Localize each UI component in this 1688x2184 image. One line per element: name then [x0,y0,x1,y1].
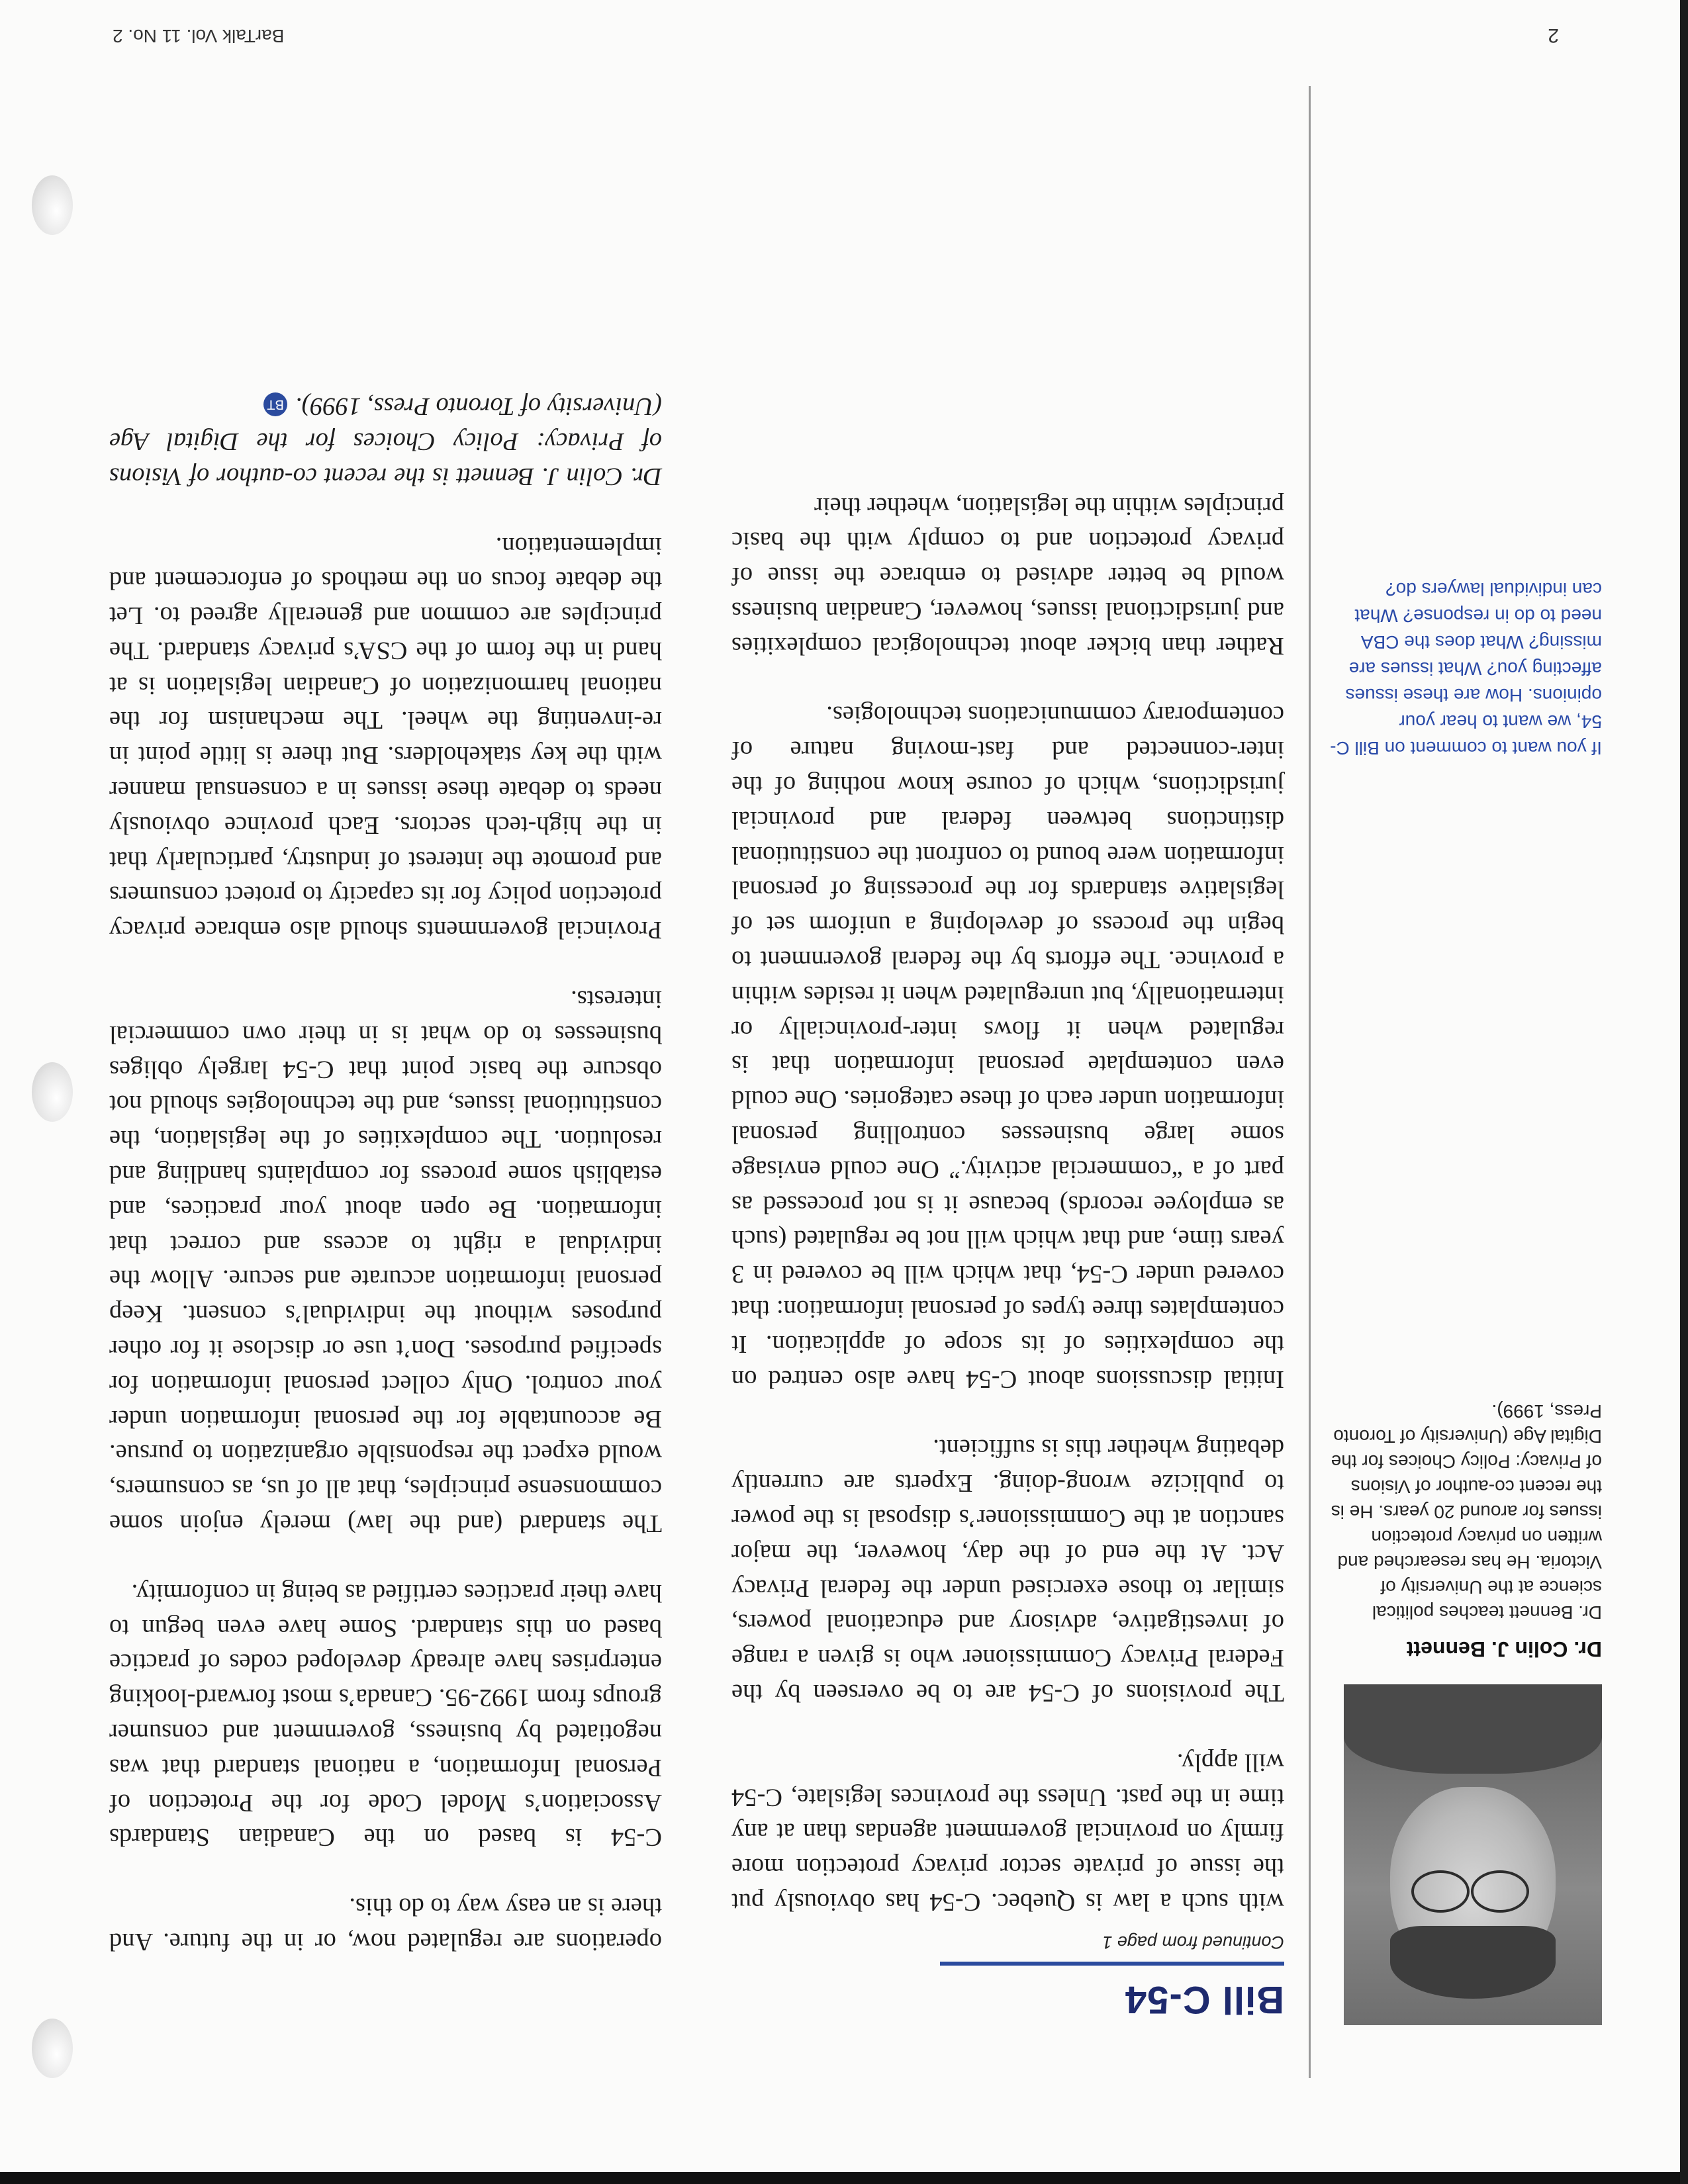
page-number: 2 [1548,24,1559,46]
paragraph: with such a law is Quebec. C-54 has obviously put the issue of private sector privacy protection more firmly on provincial government agendas than at any time in the past. Unless the provinces legislate, C-54 will apply. [731,1748,1284,1916]
binder-hole [32,175,73,235]
paragraph: Initial discussions about C-54 have also centred on the complexities of its scope of application. It contemplates three types of personal information: that covered under C-54, that which will be covered in 3 years time, and that which will not be regulated (such as employee records) because it is not processed as part of a “commercial activity.” One could envisage some large businesses controlling personal information under each of these categories. One could even contemplate personal information that is regulated when it flows inter-provincially or internationally, but unregulated when it resides within a province. The efforts by the federal government to begin the process of developing a uniform set of legislative standards for the processing of personal information were bound to confront the constitutional distinctions between federal and provincial jurisdictions, which of course know nothing of the inter-connected and fast-moving nature of contemporary communications technologies. [731,701,1284,1393]
photo-hair [1390,1926,1556,1999]
publication-footer: BarTalk Vol. 11 No. 2 [113,26,285,46]
author-photo [1344,1684,1602,2025]
continued-from-note: Continued from page 1 [1102,1933,1284,1952]
comment-callout: If you want to comment on Bill C-54, we want to hear your opinions. How are these issues affecting you? What issues are missing? What does the CBA need to do in response? What can individual lawyers do? [1330,579,1602,758]
article-headline: Bill C-54 [1124,1978,1284,2021]
article-column-1 [731,454,1284,1919]
paragraph: The standard (and the law) merely enjoin some commonsense principles, that all of us, as consumers, would expect the responsible organization to pursue. Be accountable for the personal information under your control. Only collect personal information for specified purposes. Don’t use or disclose it for other purposes without the individual’s consent. Keep personal information accurate and secure. Allow the individual a right to access and correct that information. Be open about your practices, and establish some process for complaints handling and resolution. The complexities of the legislation, the constitutional issues, and the technologies should not obscure the basic point that C-54 largely obliges businesses to do what is in their own commercial interests. [109,985,662,1538]
paragraph: C-54 is based on the Canadian Standards Association’s Model Code for the Protection of Personal Information, a national standard that was negotiated by business, government and consumer groups from 1992-95. Canada’s most forward-looking enterprises have already developed codes of practice based on this standard. Some have even begun to have their practices certified as being in conformity. [109,1578,662,1852]
scan-edge-left [1680,0,1688,2184]
paragraph: operations are regulated now, or in the future. And there is an easy way to do this. [109,1893,662,1956]
paragraph: Provincial governments should also embrace privacy protection policy for its capacity to protect consumers and promote the interest of industry, particularly that in the high-tech sectors. Each province obviously needs to debate these issues in a consensual manner with the key stakeholders. But there is little point in re-inventing the wheel. The mechanism for the national harmonization of Canadian legislation is at hand in the form of the CSA’s privacy standard. The principles are common and generally agreed to. Let the debate focus on the methods of enforcement and implementation. [109,531,662,944]
byline-text: Dr. Colin J. Bennett is the recent co-author of Visions of Privacy: Policy Choices for the Digital Age (University of Toronto Press, 1999). [109,392,662,490]
article-column-2 [109,354,662,1959]
paragraph: Rather than bicker about technological complexities and jurisdictional issues, however, Canadian business would be better advised to embrace the issue of privacy protection and to comply with the basic principles within the legislation, whether their [731,492,1284,660]
author-byline [109,388,662,493]
photo-shirt [1344,1684,1602,1774]
author-bio: Dr. Bennett teaches political science at the University of Victoria. He has researched and written on privacy protection issues for around 20 years. He is the recent co-author of Visions of Privacy: Policy Choices for the Digital Age (University of Toronto Press, 1999). [1331,1401,1602,1623]
binder-hole [32,2019,73,2078]
scan-edge-top [0,2172,1688,2184]
binder-hole [32,1062,73,1122]
author-name: Dr. Colin J. Bennett [1406,1637,1602,1661]
photo-glasses-right [1411,1870,1470,1913]
headline-underline [940,1962,1284,1966]
paragraph: The provisions of C-54 are to be overseen by the Federal Privacy Commissioner who is given a range of investigative, advisory and educational powers, similar to those exercised under the federal Privacy Act. At the end of the day, however, the major sanction at the Commissioner’s disposal is the power to publicize wrong-doing. Experts are currently debating whether this is sufficient. [731,1434,1284,1707]
photo-glasses-left [1471,1870,1529,1913]
bartalk-logo-icon: BT [263,392,287,416]
column-divider [1309,86,1311,2078]
